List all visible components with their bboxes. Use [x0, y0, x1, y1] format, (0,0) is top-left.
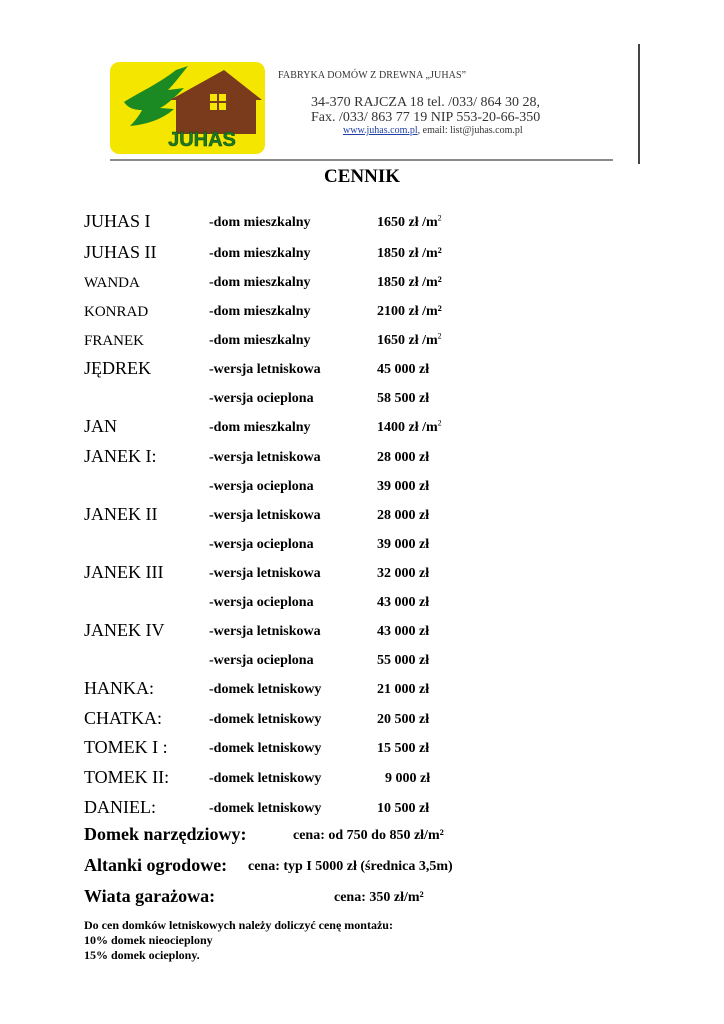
price-text: 45 000 zł	[377, 362, 430, 377]
model-description: -wersja letniskowa	[209, 450, 321, 465]
model-description: -domek letniskowy	[209, 712, 322, 727]
model-name: KONRAD	[84, 304, 149, 320]
email-text: , email: list@juhas.com.pl	[417, 125, 523, 136]
table-row	[84, 557, 644, 586]
price-text: 20 500 zł	[377, 712, 430, 727]
juhas-logo	[110, 62, 265, 154]
narzedziowy-value: cena: od 750 do 850 zł/m²	[293, 828, 444, 843]
model-price	[377, 682, 429, 698]
table-row	[84, 237, 644, 266]
model-price	[377, 508, 429, 524]
price-text: 1850 zł /m²	[377, 246, 442, 261]
model-price	[377, 275, 442, 291]
table-row	[84, 441, 644, 470]
model-description: -dom mieszkalny	[209, 333, 311, 348]
page-title	[0, 166, 724, 188]
model-price	[377, 712, 429, 728]
price-text: 43 000 zł	[377, 595, 430, 610]
model-price	[377, 741, 429, 757]
model-description: -dom mieszkalny	[209, 420, 311, 435]
address-line-1: 34-370 RAJCZA 18 tel. /033/ 864 30 28,	[311, 95, 541, 110]
note-line-2: 10% domek nieocieplony	[84, 933, 213, 947]
model-description: -wersja letniskowa	[209, 566, 321, 581]
model-description: -domek letniskowy	[209, 682, 322, 697]
model-price	[377, 653, 429, 669]
price-text: 9 000 zł	[385, 771, 431, 786]
price-text: 39 000 zł	[377, 537, 430, 552]
model-price	[377, 801, 429, 817]
model-name: FRANEK	[84, 333, 145, 349]
contact-line	[278, 125, 608, 137]
model-name: JANEK I:	[84, 446, 157, 466]
model-description: -wersja ocieplona	[209, 479, 314, 494]
price-text: 58 500 zł	[377, 391, 430, 406]
model-description: -domek letniskowy	[209, 741, 322, 756]
model-description: -wersja ocieplona	[209, 391, 314, 406]
price-text: 28 000 zł	[377, 508, 430, 523]
model-name: JANEK IV	[84, 620, 165, 640]
company-name: FABRYKA DOMÓW Z DREWNA „JUHAS”	[278, 70, 467, 81]
model-name: JANEK II	[84, 504, 158, 524]
model-description: -domek letniskowy	[209, 771, 322, 786]
model-price	[377, 215, 442, 231]
narzedziowy-label: Domek narzędziowy:	[84, 824, 247, 844]
model-name: HANKA:	[84, 678, 154, 698]
wiata-label: Wiata garażowa:	[84, 886, 216, 906]
model-price	[377, 595, 429, 611]
model-description: -wersja ocieplona	[209, 595, 314, 610]
model-name: TOMEK I :	[84, 737, 168, 757]
table-row	[84, 644, 644, 673]
margin-line	[638, 44, 640, 164]
table-row	[84, 499, 644, 528]
table-row	[84, 266, 644, 295]
table-row	[84, 732, 644, 761]
model-price	[377, 246, 442, 262]
price-text: 10 500 zł	[377, 801, 430, 816]
address-line-2: Fax. /033/ 863 77 19 NIP 553-20-66-350	[311, 110, 541, 125]
note-line-1: Do cen domków letniskowych należy doliczyć cenę montażu:	[84, 918, 393, 932]
table-row	[84, 528, 644, 557]
model-description: -domek letniskowy	[209, 801, 322, 816]
table-row	[84, 792, 644, 821]
unit-superscript: 2	[437, 331, 442, 341]
price-text: 21 000 zł	[377, 682, 430, 697]
altanki-value: cena: typ I 5000 zł (średnica 3,5m)	[248, 859, 453, 874]
model-description: -wersja letniskowa	[209, 508, 321, 523]
model-name: WANDA	[84, 275, 140, 291]
model-description: -wersja ocieplona	[209, 653, 314, 668]
model-price	[377, 624, 429, 640]
model-name: JANEK III	[84, 562, 164, 582]
company-header	[278, 70, 608, 137]
table-row	[84, 206, 644, 235]
table-row	[84, 762, 644, 791]
model-price	[377, 450, 429, 466]
unit-superscript: 2	[437, 213, 442, 223]
model-price	[377, 537, 429, 553]
model-price	[377, 479, 429, 495]
note-line-3: 15% domek ocieplony.	[84, 948, 200, 962]
table-row	[84, 411, 644, 440]
table-row	[84, 703, 644, 732]
notes	[84, 918, 393, 963]
model-description: -wersja letniskowa	[209, 624, 321, 639]
altanki-label: Altanki ogrodowe:	[84, 855, 228, 875]
price-text: 32 000 zł	[377, 566, 430, 581]
model-description: -dom mieszkalny	[209, 215, 311, 230]
model-name: TOMEK II:	[84, 767, 170, 787]
model-name: DANIEL:	[84, 797, 156, 817]
model-description: -dom mieszkalny	[209, 246, 311, 261]
table-row	[84, 353, 644, 382]
model-price	[377, 391, 429, 407]
price-text: 28 000 zł	[377, 450, 430, 465]
model-description: -dom mieszkalny	[209, 304, 311, 319]
website-link[interactable]: www.juhas.com.pl	[343, 125, 418, 136]
model-price	[377, 420, 442, 436]
model-description: -dom mieszkalny	[209, 275, 311, 290]
title-text: CENNIK	[323, 166, 400, 187]
price-text: 1400 zł /m	[377, 420, 438, 435]
model-description: -wersja ocieplona	[209, 537, 314, 552]
unit-superscript: 2	[437, 418, 442, 428]
price-text: 2100 zł /m²	[377, 304, 442, 319]
table-row	[84, 324, 644, 353]
price-text: 1650 zł /m	[377, 333, 438, 348]
model-price	[377, 333, 442, 349]
price-text: 1650 zł /m	[377, 215, 438, 230]
model-price	[385, 771, 430, 787]
model-name: JUHAS II	[84, 242, 157, 262]
logo-text: JUHAS	[168, 129, 236, 151]
wiata-value: cena: 350 zł/m²	[334, 890, 424, 905]
model-price	[377, 304, 442, 320]
table-row	[84, 295, 644, 324]
price-text: 55 000 zł	[377, 653, 430, 668]
price-text: 39 000 zł	[377, 479, 430, 494]
price-text: 43 000 zł	[377, 624, 430, 639]
model-name: JĘDREK	[84, 358, 151, 378]
model-price	[377, 566, 429, 582]
price-text: 15 500 zł	[377, 741, 430, 756]
price-text: 1850 zł /m²	[377, 275, 442, 290]
table-row	[84, 615, 644, 644]
table-row	[84, 586, 644, 615]
table-row	[84, 382, 644, 411]
model-description: -wersja letniskowa	[209, 362, 321, 377]
table-row	[84, 673, 644, 702]
model-name: JAN	[84, 416, 118, 436]
header-divider	[110, 159, 613, 161]
model-price	[377, 362, 429, 378]
model-name: JUHAS I	[84, 211, 151, 231]
model-name: CHATKA:	[84, 708, 163, 728]
table-row	[84, 470, 644, 499]
